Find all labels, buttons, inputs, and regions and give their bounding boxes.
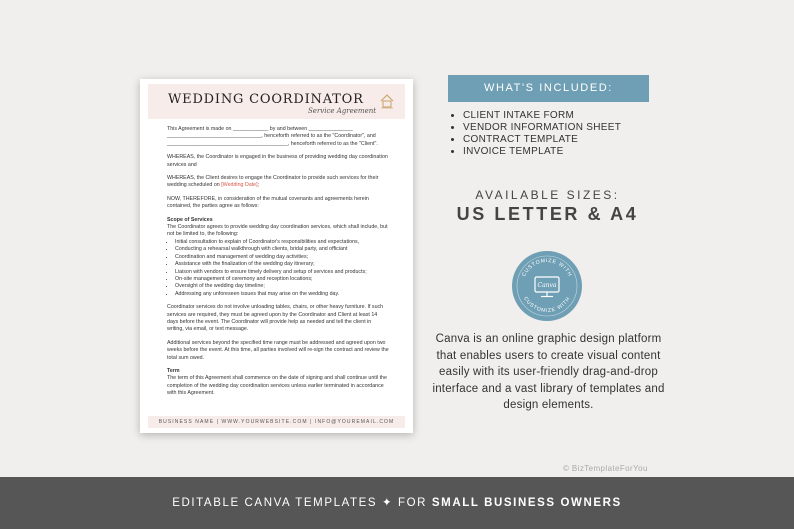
whereas-client-end: ;: [257, 182, 260, 189]
badge-top-text: CUSTOMIZE WITH: [521, 257, 573, 278]
furniture-paragraph: Coordinator services do not involve unloading tables, chairs, or other heavy furniture. If such services are required, they must be agreed upon by the Coordinator and Client at least 14 days before the event. The Coordinator will provide help as needed and tell the client in writing, via email, or text message.: [167, 304, 384, 333]
logo-house-icon: [378, 92, 396, 110]
term-text: The term of this Agreement shall commence on the date of signing and shall continue until the completion of the wedding day coordination services unless earlier terminated in accordance with this Agreement.: [167, 375, 387, 397]
canva-badge-icon: [511, 250, 583, 322]
list-item: • Coordination and management of wedding day activities;: [175, 254, 389, 261]
scope-intro: The Coordinator agrees to provide wedding day coordination services, which shall include, but not be limited to, the following:: [167, 224, 388, 238]
footer-prefix: EDITABLE CANVA TEMPLATES ✦ FOR: [172, 497, 432, 509]
document-preview: [140, 79, 413, 433]
list-item: • Conducting a rehearsal walkthrough with clients, bridal party, and officiant: [175, 246, 389, 253]
document-footer: BUSINESS NAME | WWW.YOURWEBSITE.COM | INFO@YOUREMAIL.COM: [148, 416, 405, 428]
therefore-paragraph: NOW, THEREFORE, in consideration of the mutual covenants and agreements herein contained, the parties agree as follows:: [167, 195, 369, 210]
credit-text: © BizTemplateForYou: [563, 464, 648, 473]
list-item: • VENDOR INFORMATION SHEET: [463, 122, 621, 134]
intro-paragraph: [167, 126, 389, 148]
footer-banner: [0, 477, 794, 529]
list-item: • On-site management of ceremony and reception locations;: [175, 276, 389, 283]
document-title: WEDDING COORDINATOR: [168, 92, 364, 107]
whereas-client-text: WHEREAS, the Client desires to engage the Coordinator to provide such services for their wedding scheduled on: [167, 175, 379, 189]
list-item: • Assistance with the finalization of the wedding day itinerary;: [175, 261, 389, 268]
badge-bottom-text: CUSTOMIZE WITH: [522, 295, 572, 315]
list-item: • Initial consultation to explain of Coordinator's responsibilities and expectations,: [175, 239, 389, 246]
list-item: • CLIENT INTAKE FORM: [463, 110, 621, 122]
intro-line: ________________________________, henceforth referred to as the "Coordinator", and: [167, 133, 376, 140]
wedding-date-placeholder: [Wedding Date]: [221, 182, 258, 189]
intro-line: _________________________________________, henceforth referred to as the "Client".: [167, 140, 378, 147]
whereas-coordinator: WHEREAS, the Coordinator is engaged in the business of providing wedding day coordination services and: [167, 154, 388, 168]
intro-line: This Agreement is made on ____________ by and between _______________: [167, 126, 353, 132]
included-heading: WHAT'S INCLUDED:: [448, 75, 649, 102]
whereas-client: [167, 175, 389, 190]
badge-center-text: Canva: [537, 282, 557, 289]
included-list: [449, 110, 621, 158]
sizes-value: US LETTER & A4: [456, 204, 639, 224]
scope-list: [167, 239, 389, 298]
list-item: • CONTRACT TEMPLATE: [463, 134, 621, 146]
list-item: • Oversight of the wedding day timeline;: [175, 283, 389, 290]
document-header: [148, 84, 405, 119]
document-subtitle: Service Agreement: [308, 107, 377, 115]
term-heading: Term: [167, 367, 180, 374]
list-item: • Liaison with vendors to ensure timely delivery and setup of services and products;: [175, 269, 389, 276]
footer-bold: SMALL BUSINESS OWNERS: [431, 497, 622, 509]
document-body: [167, 126, 389, 398]
scope-heading: Scope of Services: [167, 216, 213, 223]
canva-description: Canva is an online graphic design platform that enables users to create visual content easily with its user-friendly drag-and-drop interface and a vast library of templates and design elements.: [432, 333, 665, 411]
list-item: • Addressing any unforeseen issues that may arise on the wedding day.: [175, 291, 389, 298]
list-item: • INVOICE TEMPLATE: [463, 146, 621, 158]
additional-services-paragraph: Additional services beyond the specified time range must be addressed and agreed upon two weeks before the event. At this time, all parties involved will re-sign the contract and review the total sum owed.: [167, 339, 389, 361]
sizes-label: AVAILABLE SIZES:: [475, 188, 620, 202]
